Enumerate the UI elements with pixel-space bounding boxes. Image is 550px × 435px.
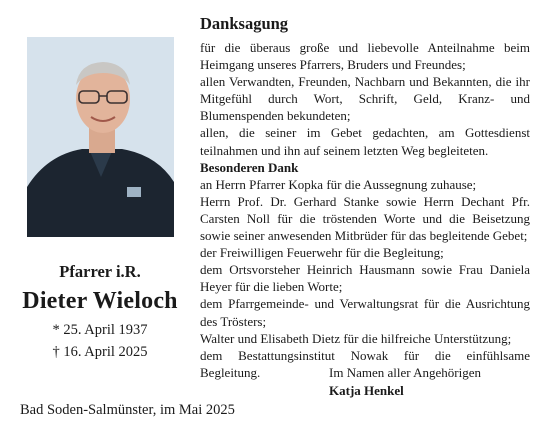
place-and-date: Bad Soden-Salmünster, im Mai 2025	[20, 402, 235, 418]
signature-intro: Im Namen aller Angehörigen	[329, 365, 481, 380]
death-date: † 16. April 2025	[52, 344, 148, 360]
special-thanks-paragraph: Herrn Prof. Dr. Gerhard Stanke sowie Herrn Dechant Pfr. Carsten Noll für die tröstenden Worte und die Beisetzung sowie seiner anwesenden Mitbrüder für das begleitende Gebet;	[200, 193, 530, 244]
special-thanks-heading: Besonderen Dank	[200, 159, 299, 175]
thanks-heading: Danksagung	[200, 14, 289, 33]
person-title: Pfarrer i.R.	[59, 262, 141, 281]
special-thanks-paragraph: dem Bestattungsinstitut Nowak für die einfühlsame Begleitung.	[200, 347, 530, 380]
special-thanks-paragraph: dem Ortsvorsteher Heinrich Hausmann sowie Frau Daniela Heyer für die lieben Worte;	[200, 262, 530, 295]
signature-block	[329, 364, 481, 400]
portrait-illustration	[27, 37, 174, 237]
thanks-paragraph: für die überaus große und liebevolle Anteilnahme beim Heimgang unseres Pfarrers, Bruders und Freundes;	[200, 40, 530, 73]
special-thanks-paragraph: Walter und Elisabeth Dietz für die hilfreiche Unterstützung;	[200, 330, 512, 346]
birth-date: * 25. April 1937	[52, 322, 148, 338]
special-thanks-paragraph: dem Pfarrgemeinde- und Verwaltungsrat für die Ausrichtung des Trösters;	[200, 296, 530, 329]
portrait-photo	[27, 37, 174, 237]
thanks-paragraph: allen Verwandten, Freunden, Nachbarn und Bekannten, die ihr Mitgefühl durch Wort, Schrift, Geld, Kranz- und Blumenspenden bekundeten;	[200, 74, 530, 124]
special-thanks-paragraph: an Herrn Pfarrer Kopka für die Aussegnung zuhause;	[200, 176, 477, 192]
signer-name: Katja Henkel	[329, 383, 404, 398]
special-thanks-paragraph: der Freiwilligen Feuerwehr für die Begleitung;	[200, 245, 444, 261]
person-name: Dieter Wieloch	[22, 288, 178, 314]
thanks-section	[200, 14, 530, 381]
thanks-paragraph: allen, die seiner im Gebet gedachten, am Gottesdienst teilnahmen und ihn auf seinem letzten Weg begleiteten.	[200, 125, 530, 158]
